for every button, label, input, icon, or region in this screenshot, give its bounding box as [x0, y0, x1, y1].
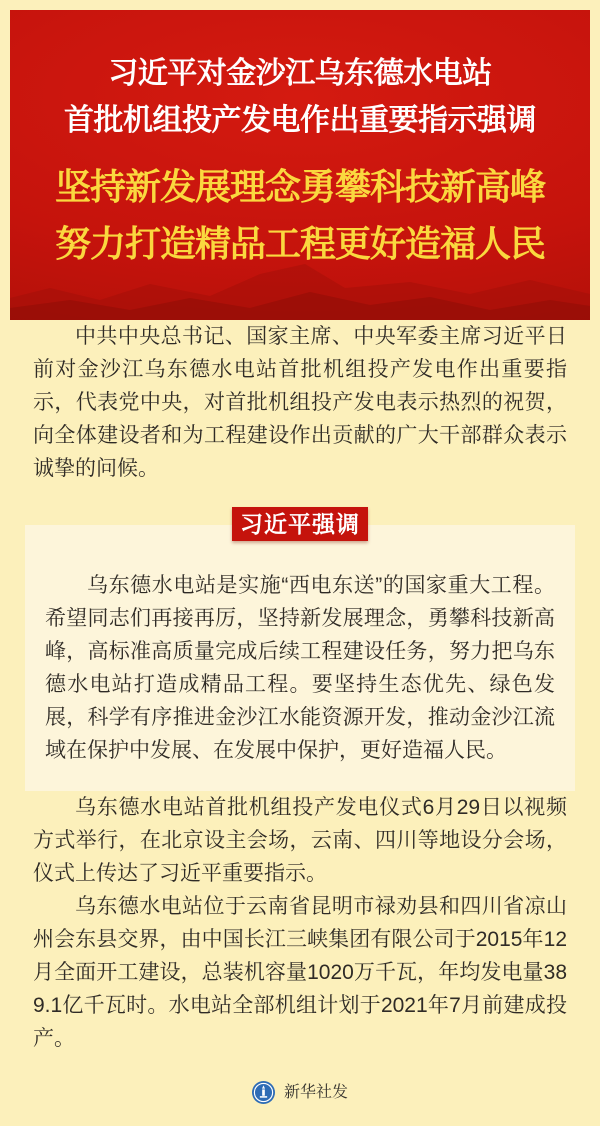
emphasis-badge: 习近平强调	[232, 507, 368, 541]
header-banner	[10, 10, 590, 320]
xinhua-emblem-icon	[252, 1081, 275, 1104]
header-title-block	[10, 10, 590, 272]
title-line-2: 首批机组投产发电作出重要指示强调	[64, 104, 536, 137]
paragraph-intro: 中共中央总书记、国家主席、中央军委主席习近平日前对金沙江乌东德水电站首批机组投产发电作出重要指示，代表党中央，对首批机组投产发电表示热烈的祝贺，向全体建设者和为工程建设作出贡献的广大干部群众表示诚挚的问候。	[33, 325, 567, 480]
quote-text: 乌东德水电站是实施“西电东送”的国家重大工程。希望同志们再接再厉，坚持新发展理念，勇攀科技新高峰，高标准高质量完成后续工程建设任务，努力把乌东德水电站打造成精品工程。要坚持生态优先、绿色发展，科学有序推进金沙江水能资源开发，推动金沙江流域在保护中发展、在发展中保护，更好造福人民。	[45, 574, 555, 762]
paragraph-ceremony: 乌东德水电站首批机组投产发电仪式6月29日以视频方式举行，在北京设主会场，云南、四川等地设分会场，仪式上传达了习近平重要指示。	[33, 796, 567, 885]
title-line-4: 努力打造精品工程更好造福人民	[54, 223, 545, 264]
title-line-3: 坚持新发展理念勇攀科技新高峰	[54, 166, 545, 207]
article-body	[0, 320, 600, 1109]
quote-card	[25, 525, 575, 791]
paragraph-facts: 乌东德水电站位于云南省昆明市禄劝县和四川省凉山州会东县交界，由中国长江三峡集团有限公司于2015年12月全面开工建设，总装机容量1020万千瓦，年均发电量389.1亿千瓦时。水电站全部机组计划于2021年7月前建成投产。	[33, 895, 567, 1050]
title-line-1: 习近平对金沙江乌东德水电站	[108, 57, 492, 90]
footer-credit	[33, 1076, 567, 1109]
badge-row	[33, 507, 567, 542]
credit-text: 新华社发	[283, 1084, 348, 1101]
